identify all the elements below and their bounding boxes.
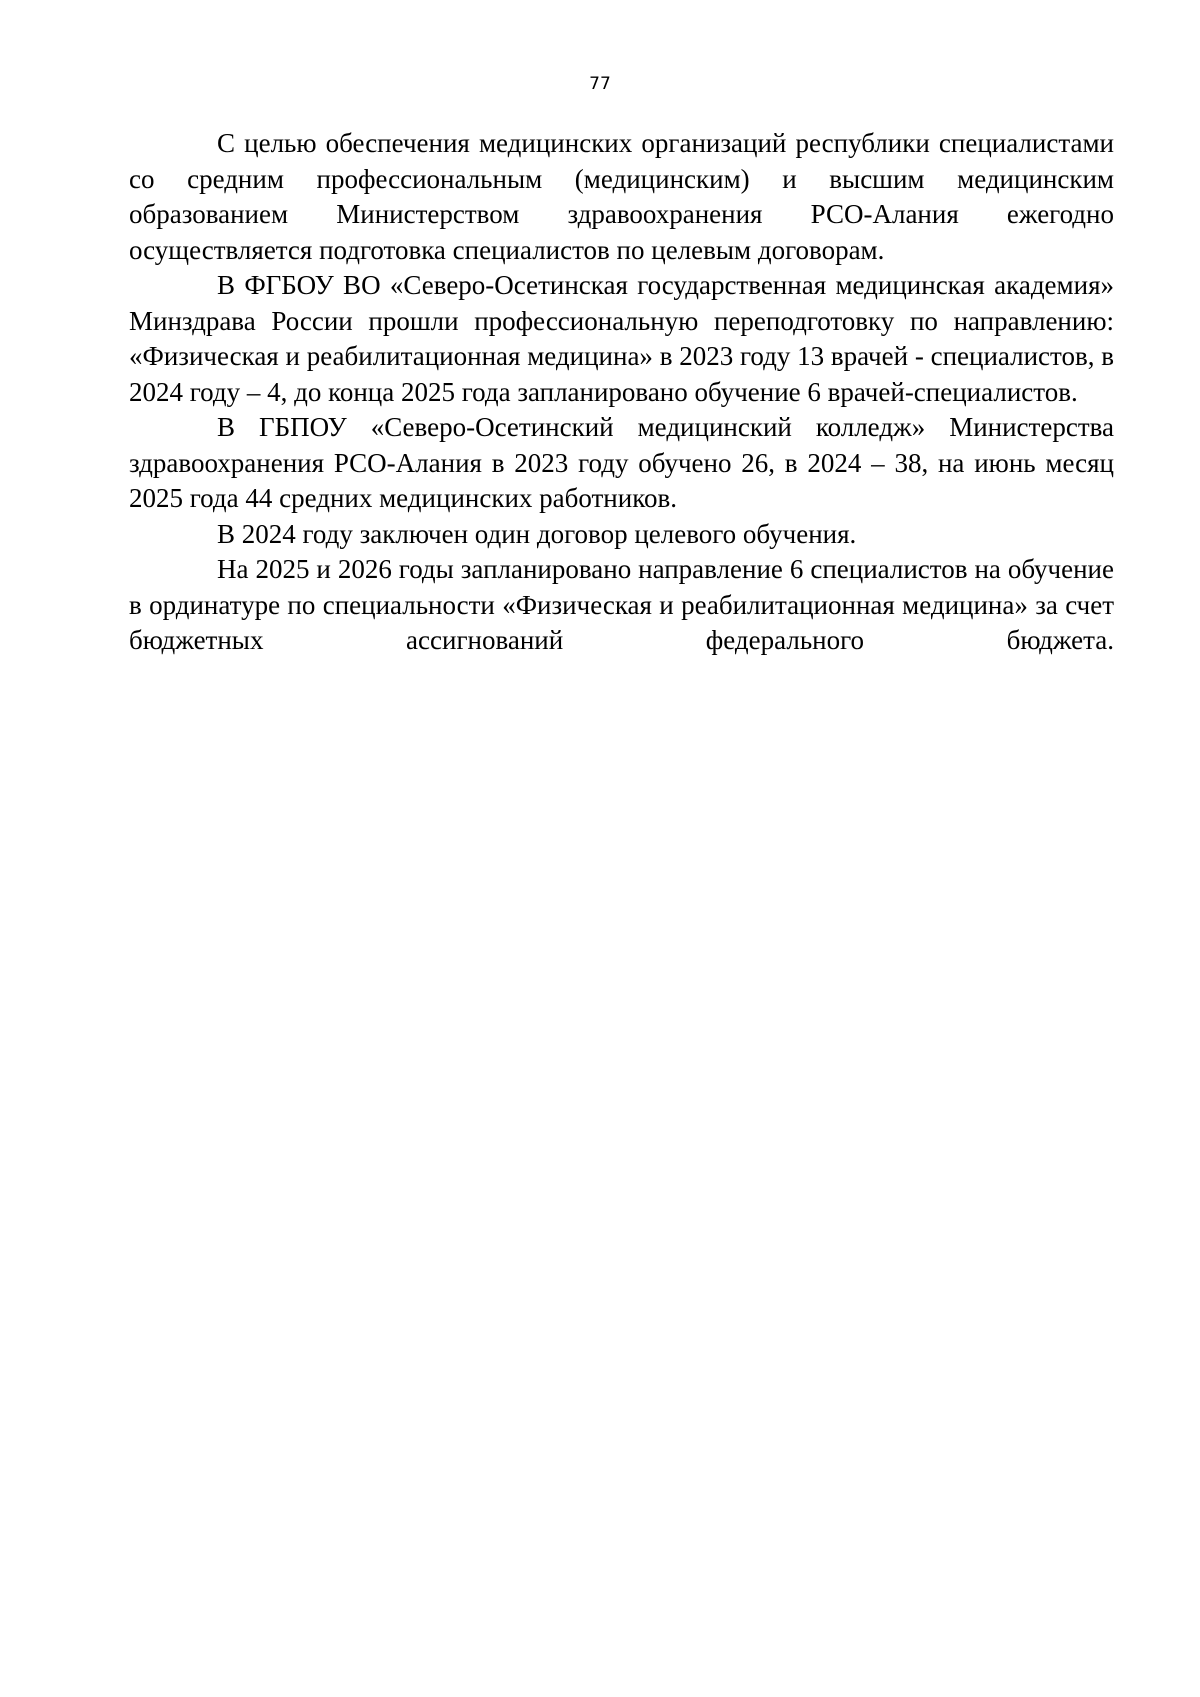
paragraph-medical-college: В ГБПОУ «Северо-Осетинский медицинский колледж» Министерства здравоохранения РСО-Алания в 2023 году обучено 26, в 2024 – 38, на июнь месяц 2025 года 44 средних медицинских работников.: [129, 412, 1114, 513]
page-number: 77: [589, 74, 611, 94]
paragraph-residency-plan: На 2025 и 2026 годы запланировано направление 6 специалистов на обучение в ординатуре по специальности «Физическая и реабилитационная медицина» за счет бюджетных ассигнований федерального бюджета.: [129, 554, 1114, 655]
document-body: [129, 126, 1114, 659]
paragraph-contract-2024: В 2024 году заключен один договор целевого обучения.: [217, 518, 857, 549]
paragraph-targeted-training: С целью обеспечения медицинских организаций республики специалистами со средним профессиональным (медицинским) и высшим медицинским образованием Министерством здравоохранения РСО-Алания ежегодно осуществляется подготовка специалистов по целевым договорам.: [129, 128, 1114, 265]
paragraph-medical-academy: В ФГБОУ ВО «Северо-Осетинская государственная медицинская академия» Минздрава России прошли профессиональную переподготовку по направлению: «Физическая и реабилитационная медицина» в 2023 году 13 врачей - специалистов, в 2024 году – 4, до конца 2025 года запланировано обучение 6 врачей-специалистов.: [129, 270, 1114, 407]
